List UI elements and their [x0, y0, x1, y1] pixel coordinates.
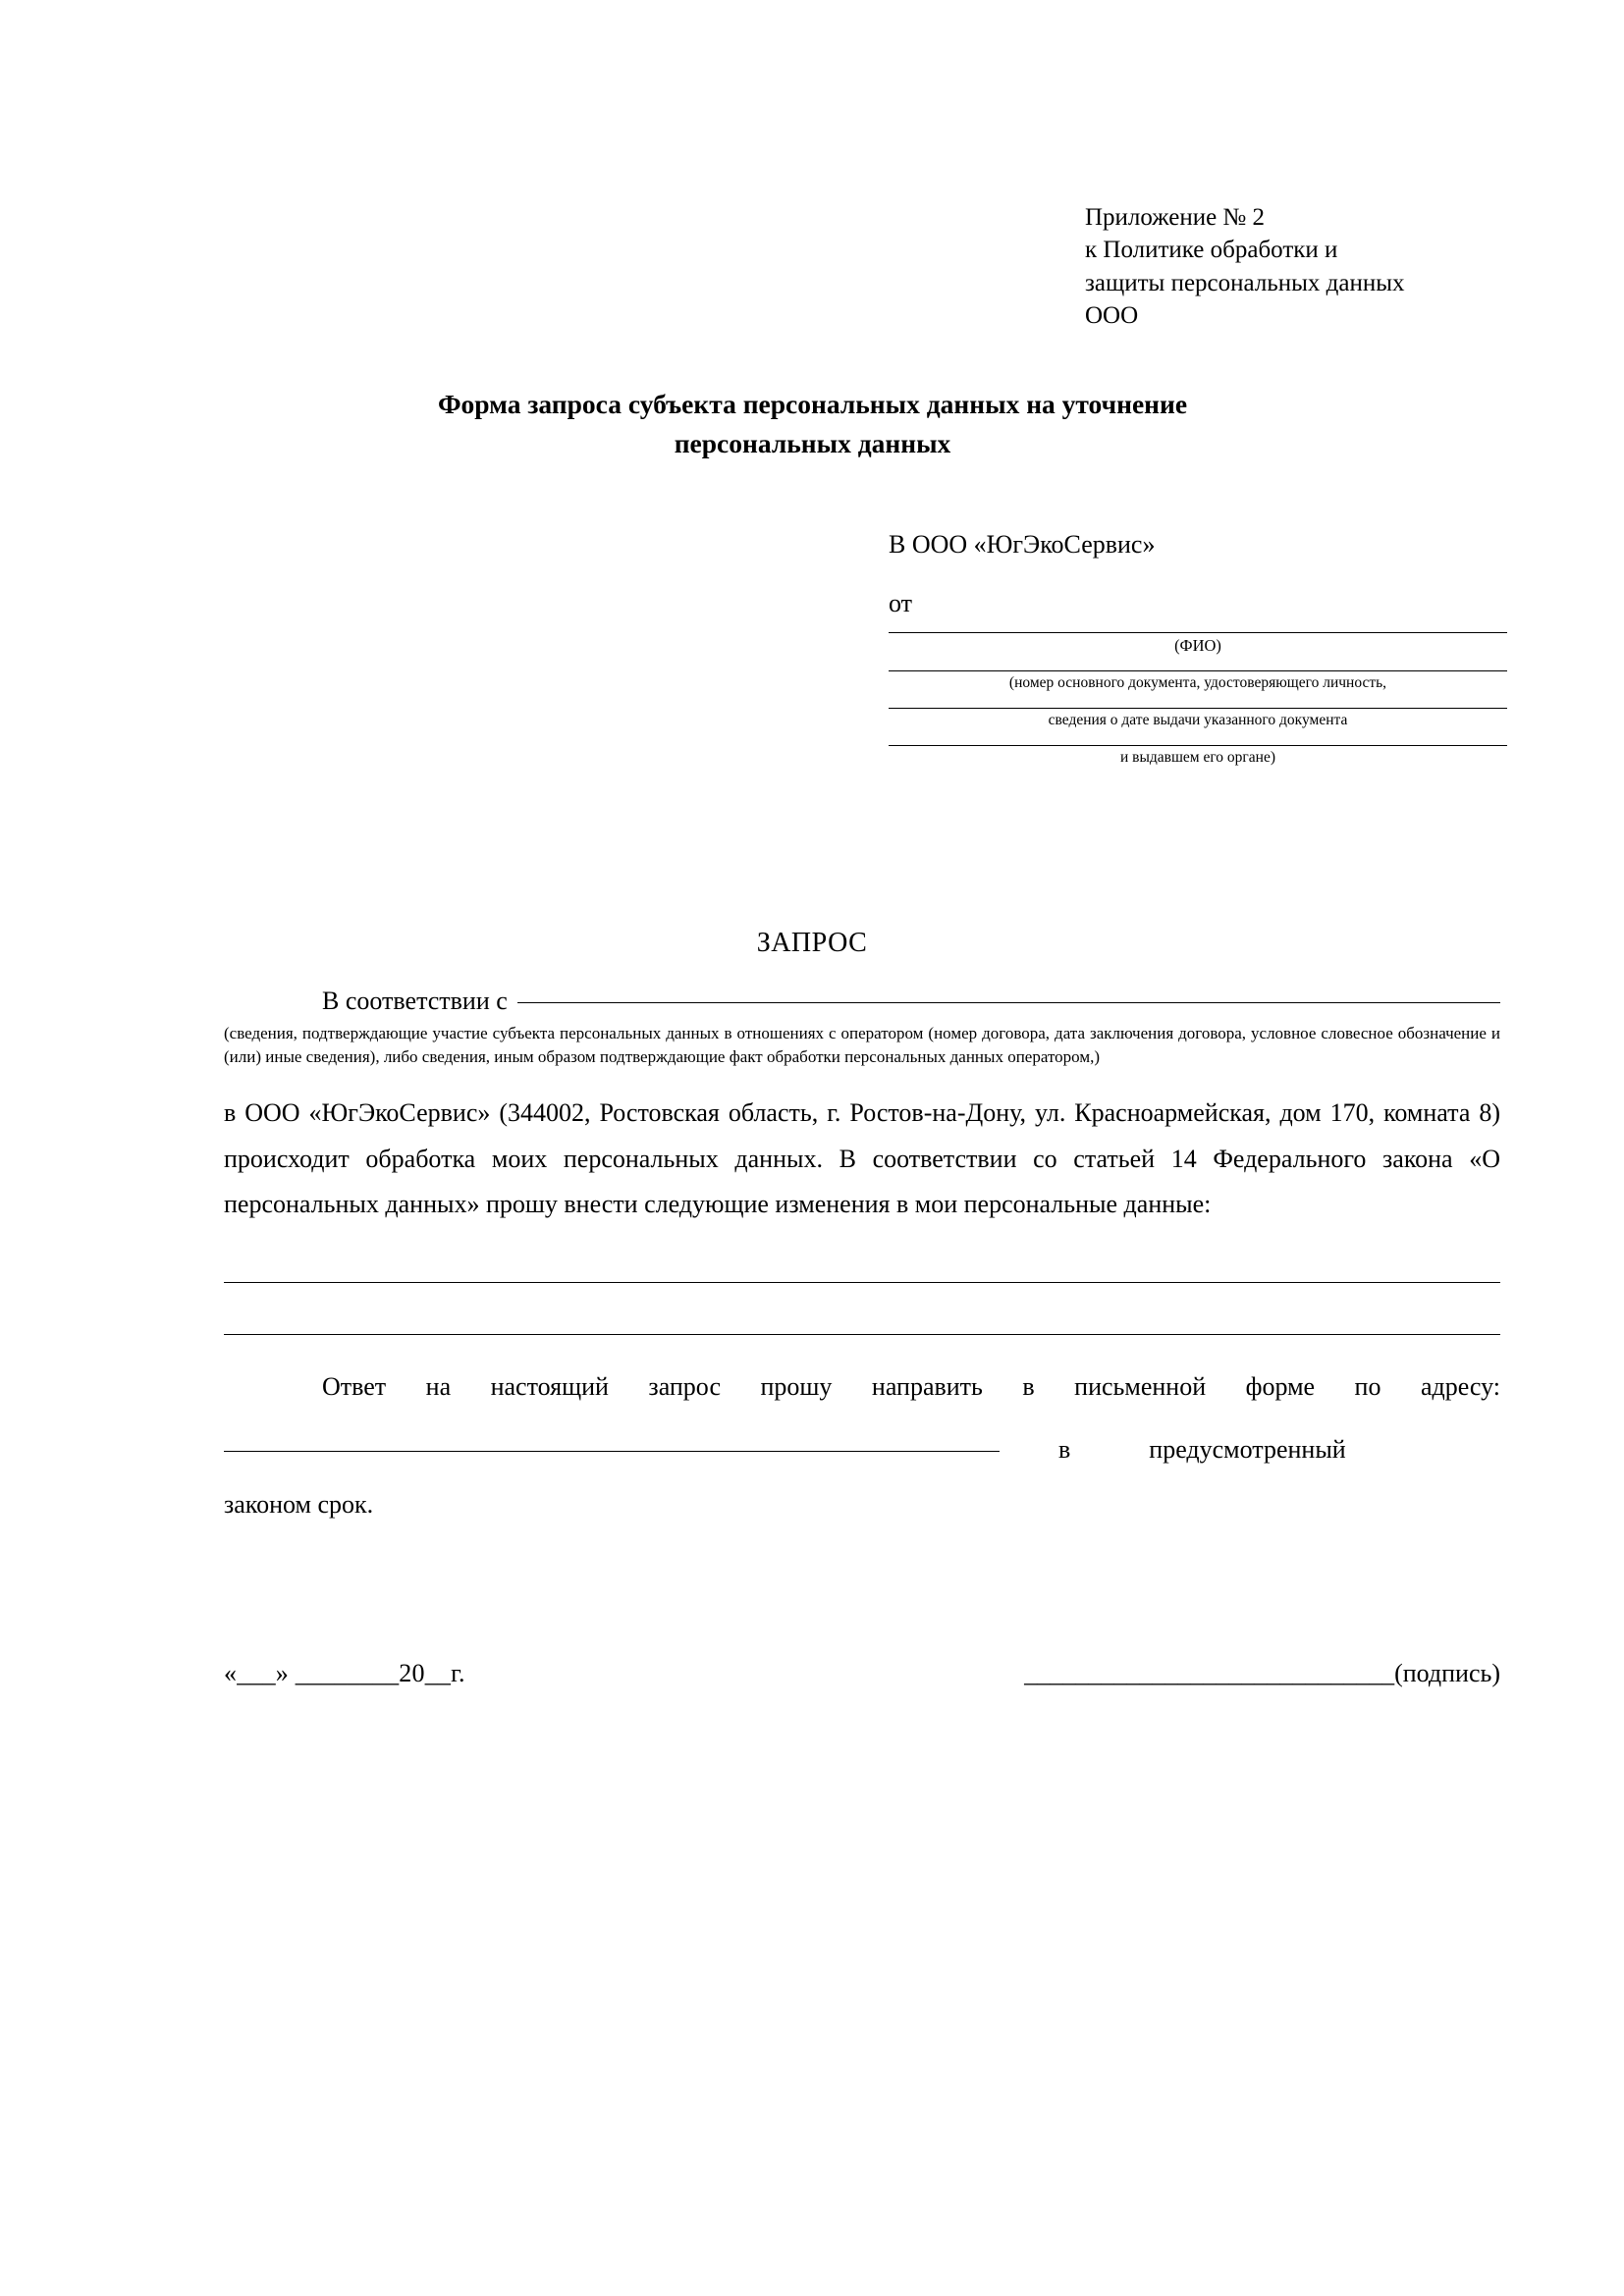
answer-address-row [224, 1435, 1500, 1465]
document-issuer-fill-line[interactable] [889, 745, 1507, 746]
appendix-line-4: ООО [1085, 301, 1139, 329]
signature-fill-line: _____________________________ [1024, 1659, 1395, 1687]
changes-fill-line-1[interactable] [224, 1282, 1500, 1283]
answer-tail: законом срок. [224, 1490, 374, 1520]
answer-address-fill-line[interactable] [224, 1451, 1000, 1452]
document-date-fill-line[interactable] [889, 708, 1507, 709]
fio-fill-line[interactable] [889, 632, 1507, 633]
addressee-organization: В ООО «ЮгЭкоСервис» [889, 530, 1156, 559]
changes-fill-line-2[interactable] [224, 1334, 1500, 1335]
page-title [226, 385, 1399, 463]
date-field[interactable]: «___» ________20__г. [224, 1659, 465, 1687]
explanation-text: (сведения, подтверждающие участие субъекта персональных данных в отношениях с оператором (номер договора, дата заключения договора, условное словесное обозначение и (или) иные сведения), либо сведения, иным образом подтверждающие факт обработки персональных данных оператором,) [224, 1024, 1500, 1067]
appendix-reference [1085, 201, 1546, 332]
in-accordance-row [224, 987, 1500, 1016]
signature-caption: (подпись) [1394, 1659, 1500, 1687]
answer-word-v: в [1058, 1435, 1071, 1465]
appendix-line-3: защиты персональных данных [1085, 269, 1405, 296]
signature-row [224, 1659, 1500, 1688]
document-number-fill-line[interactable] [889, 670, 1507, 671]
addressee-block [889, 530, 1507, 782]
document-issuer-caption: и выдавшем его органе) [1119, 749, 1276, 767]
document-date-caption: сведения о дате выдачи указанного документа [1048, 712, 1348, 729]
request-heading: ЗАПРОС [756, 928, 868, 958]
document-body [224, 987, 1500, 1520]
in-accordance-fill-line[interactable] [517, 1002, 1500, 1003]
addressee-from-label: от [889, 589, 913, 617]
document-number-caption: (номер основного документа, удостоверяющего личность, [1008, 674, 1387, 692]
appendix-line-2: к Политике обработки и [1085, 237, 1338, 264]
fio-caption: (ФИО) [1174, 636, 1221, 655]
page-title-line-1: Форма запроса субъекта персональных данных на уточнение [437, 389, 1188, 419]
in-accordance-label: В соответствии с [322, 987, 508, 1015]
main-paragraph: в ООО «ЮгЭкоСервис» (344002, Ростовская область, г. Ростов-на-Дону, ул. Красноармейская, дом 170, комната 8) происходит обработка моих персональных данных. В соответствии со статьей 14 Федерального закона «О персональных данных» прошу внести следующие изменения в мои персональные данные: [224, 1098, 1500, 1218]
answer-paragraph: Ответ на настоящий запрос прошу направить в письменной форме по адресу: [322, 1372, 1500, 1402]
signature-field[interactable] [1024, 1659, 1500, 1688]
page-title-line-2: персональных данных [674, 427, 951, 458]
appendix-line-1: Приложение № 2 [1085, 204, 1266, 231]
answer-word-provided: предусмотренный [1149, 1435, 1346, 1465]
